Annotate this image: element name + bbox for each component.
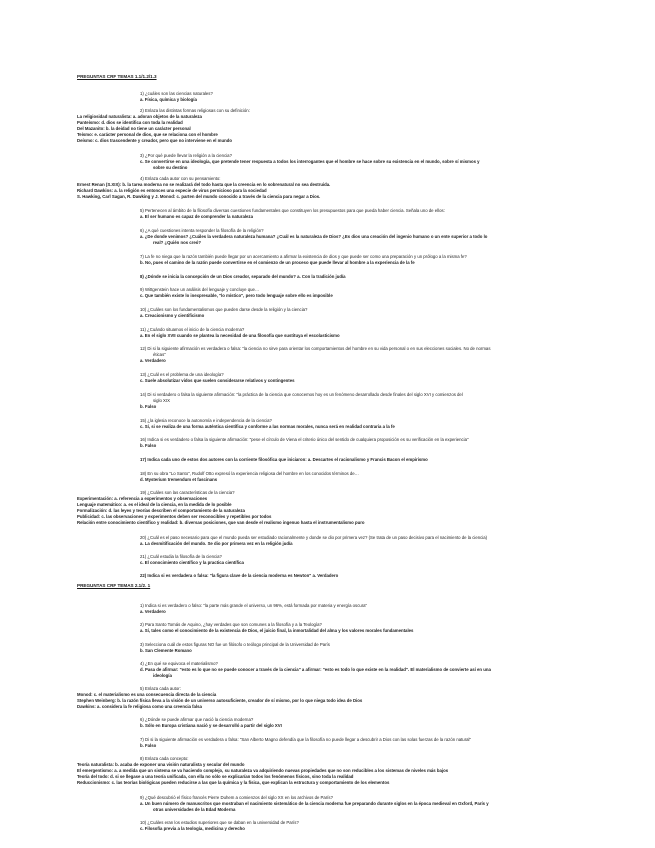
text-line: b. No, pues el camino de la razón puede convertirse en el comienzo de un proceso que puede llevar al hombre a la experiencia de la fe <box>140 260 415 265</box>
text-line: 13) ¿Cuál es el problema de una ideología? <box>140 372 224 377</box>
text-line: Richard Dawkins: a. la religión es entonces una especie de virus pernicioso para la sociedad <box>77 188 267 193</box>
text-line: Teoría naturalista: b. acaba de exponer una visión naturalista y secular del mundo <box>77 762 245 767</box>
text-line: a. Un buen número de manuscritos que mostraban el nacimiento sistemático de la ciencia moderna fue preparando durante siglos en la época medieval en Oxford, París y <box>140 801 489 806</box>
text-line: 2) Enlaza las distintas formas religiosas con su definición: <box>140 108 250 113</box>
text-line: c. Se convertirse en una ideología, que pretende tener respuesta a todos los interrogantes que el hombre se hace sobre su existencia en el mundo, sobre sí mismos y <box>140 159 480 164</box>
text-line: b. Falso <box>140 404 157 409</box>
text-line: Publicidad: c. las observaciones y experimentos deben ser reconocibles y repetibles por todos <box>77 514 272 519</box>
text-line: ideología <box>153 673 172 678</box>
text-line: 1) ¿cuáles son las ciencias naturales? <box>140 91 213 96</box>
text-line: c. Que también existe lo inexpresable, "lo místico", pero todo lenguaje sobre ello es imposible <box>140 293 333 298</box>
text-line: b. San Clemente Romano <box>140 648 192 653</box>
text-line: 8) Enlaza cada concepto: <box>140 756 189 761</box>
text-line: a. Verdadero <box>140 609 166 614</box>
text-line: Reduccionismo: c. las teorías biológicas pueden reducirse a las que la química y la física, que explican la estructura y comportamiento de los elementos <box>77 780 390 785</box>
text-line: 21) ¿Cuál estudia la filosofía de la ciencia? <box>140 554 222 559</box>
text-line: El emergentismo: a. a medida que un sistema se va haciendo complejo, su naturaleza va adquiriendo nuevas propiedades que no son reducibles a los sistemas de niveles más bajos <box>77 768 449 773</box>
text-line: Teísmo: e. carácter personal de dios, que se relaciona con el hombre <box>77 132 218 137</box>
text-line: Lenguaje matemático: a. es el ideal de la ciencia, en la medida de lo posible <box>77 502 232 507</box>
text-line: 7) Di si la siguiente afirmación es verdadera o falsa: "San Alberto Magno defendía que la filosofía no puede llegar a descubrir a Dios con las solas fuerzas de la razón natural" <box>140 737 471 742</box>
text-line: a. El ser humano es capaz de comprender la naturaleza <box>140 214 253 219</box>
text-line: Stephen Weinberg: b. la razón física lleva a la visión de un universo autosuficiente, creador de sí mismo, por lo que niega todo idea de Dios <box>77 698 363 703</box>
text-line: 17) Indica cada uno de estos dos autores con la corriente filosófica que iniciaron: a. Descartes el racionalismo y Francis Bacon el empirismo <box>140 457 428 462</box>
section-header-1: PREGUNTAS CRF TEMAS 1.1/1.2/1.3 <box>77 74 157 79</box>
text-line: éticas" <box>153 352 166 357</box>
text-line: a. ¿De donde venimos? ¿Cuáles la verdadera naturaleza humana? ¿Cuál es la naturaleza de Dios? ¿Es dios una creación del ingenio humano o un ente superior a todo lo <box>140 234 488 239</box>
text-line: Deísmo: c. dios trascendente y creador, pero que no interviene en el mundo <box>77 138 232 143</box>
text-line: 15) ¿la iglesia reconoce la autonomía e independencia de la ciencia? <box>140 418 272 423</box>
text-line: 10) ¿Cuáles eran los estudios superiores que se daban en la universidad de París? <box>140 820 299 825</box>
text-line: 20) ¿Cuál es el paso necesario para que el mundo pueda ser estudiado racionalmente y donde se dio por primera vez? (Se trata de un paso decisivo para el nacimiento de la ciencia) <box>140 535 488 540</box>
text-line: 16) Indica si es verdadero o falsa la siguiente afirmación: "pese el círculo de Viena el criterio único del sentido de cualquiera proposición es su verificación en la experiencia" <box>140 437 469 442</box>
text-line: 5) Enlaza cada autor: <box>140 686 181 691</box>
text-line: c. Sí, si se realiza de una forma auténtica científica y conforme a las normas morales, nunca será en realidad contraria a la fe <box>140 424 395 429</box>
text-line: a. En el siglo XVII cuando se plantea la necesidad de una filosofía que sustituya el escolasticismo <box>140 333 340 338</box>
text-line: d. Mysterium tremendum et fascinans <box>140 477 218 482</box>
text-line: a. Sí, tales como el conocimiento de la existencia de Dios, el juicio final, la inmortalidad del alma y los valores morales fundamentales <box>140 628 414 633</box>
text-line: a. La desmitificación del mundo. Se dio por primera vez en la religión judía <box>140 541 293 546</box>
text-line: Relación entre conocimiento científico y realidad: b. diversas posiciones, que van desde el realismo ingenuo hasta el instrumentalismo puro <box>77 520 365 525</box>
text-line: S. Hawking, Carl Sagan, R. Dawking y J. Monod: c. parten del mundo conocido a través de la ciencia para negar a Dios. <box>77 194 321 199</box>
text-line: 8) ¿Dónde se inicia la concepción de un Dios creador, separado del mundo? a. Con la tradición judía <box>140 274 346 279</box>
text-line: Ernest Renan (S.XIX): b. la tarea moderna no se realizará del todo hasta que la creencia en lo sobrenatural no sea destruida. <box>77 182 331 187</box>
text-line: c. El conocimiento científico y la practica científica <box>140 560 244 565</box>
text-line: c. Filosofía previa a la teología, medicina y derecho <box>140 826 245 831</box>
text-line: 1) Indica si es verdadero o falso: "la parte más grande el universo, un 96%, está formada por materia y energía oscura" <box>140 603 368 608</box>
text-line: 9) ¿Qué descubrió el físico francés Pierre Duhem a comienzos del siglo XX en los archivos de París? <box>140 795 333 800</box>
text-line: 19) ¿Cuáles son las características de la ciencia? <box>140 490 235 495</box>
text-line: b. Falso <box>140 443 157 448</box>
text-line: siglo XIX <box>153 398 170 403</box>
text-line: Monod: c. el materialismo es una consecuencia directa de la ciencia <box>77 692 217 697</box>
text-line: 11) ¿Cuándo situamos el inicio de la ciencia moderna? <box>140 327 245 332</box>
text-line: sobre su destino <box>153 165 188 170</box>
text-line: 6) ¿Dónde se puede afirmar que nació la ciencia moderna? <box>140 717 254 722</box>
text-line: 12) Di si la siguiente afirmación es verdadera o falsa: "la ciencia no sirve para orientar los comportamientos del hombre en su vida personal o en sus elecciones sociales. No de normas <box>140 346 491 351</box>
text-line: La religiosidad naturalista: a. adoran objetos de la naturaleza <box>77 114 202 119</box>
text-line: 7) La fe no niega que la razón también puede llegar por un acercamiento a afirmar la existencia de dios y que puede ser como una preparación y un prólogo a la misma fe? <box>140 254 467 259</box>
text-line: 5) Pertenecen al ámbito de la filosofía diversas cuestiones fundamentales que constituyen los presupuestos para que pueda haber ciencia. Señala uno de ellos: <box>140 208 445 213</box>
text-line: Panteísmo: d. dios se identifica con toda la realidad <box>77 120 183 125</box>
text-line: otras universidades de la Edad Moderna <box>153 807 236 812</box>
text-line: 9) Wittgenstein hace un análisis del lenguaje y concluye que… <box>140 287 260 292</box>
text-line: 4) Enlaza cada autor con su pensamiento: <box>140 176 221 181</box>
text-line: 3) ¿Por qué puede llevar la religión a la ciencia? <box>140 153 232 158</box>
text-line: Formalización: d. las leyes y teorías describen el comportamiento de la naturaleza <box>77 508 245 513</box>
text-line: 22) Indica si es verdadera o falsa: "la figura clave de la ciencia moderna es Newton" a. Verdadero <box>140 573 339 578</box>
text-line: d. Pasa de afirmar: "esto es lo que no se puede conocer a través de la ciencia" a afirmar: "esto es todo lo que existe en la realidad". El materialismo de convierte así en una <box>140 667 491 672</box>
text-line: 10) ¿Cuáles son los fundamentalismos que pueden darse desde la religión y la ciencia? <box>140 307 308 312</box>
text-line: 18) En su obra "Lo Santo", Rudolf Otto expresó la experiencia religiosa del hombre en los conocidos términos de… <box>140 471 359 476</box>
text-line: 3) Selecciona cuál de estos figuras NO fue un filósofo o teólogo principal de la Universidad de París <box>140 642 330 647</box>
text-line: 14) Di si verdadero o falsa la siguiente afirmación: "la práctica de la ciencia que conocemos hoy es un fenómeno desarrollado desde finales del siglo XVI y comienzos del <box>140 392 463 397</box>
text-line: Del Mazanito: b. la deidad no tiene un carácter personal <box>77 126 191 131</box>
text-line: a. Física, química y biología <box>140 97 197 102</box>
text-line: Experimentación: a. referencia a experimentos y observaciones <box>77 496 208 501</box>
section-header-2: PREGUNTAS CRF TEMAS 2.1/2. 1 <box>77 583 151 588</box>
text-line: c. Suele absolutizar vidos que suelen considerarse relativos y contingentes <box>140 378 295 383</box>
text-line: real? ¿Quién nos creó? <box>153 240 201 245</box>
text-line: 6) ¿A qué cuestiones intenta responder la filosofía de la religión? <box>140 228 264 233</box>
text-line: b. Sólo en Europa cristiana nació y se desarrolló a partir del siglo XVI <box>140 723 282 728</box>
text-line: Dawkins: a. considera la fe religiosa como una creencia falsa <box>77 704 202 709</box>
text-line: Teoría del todo: d. si se llegase a una teoría unificada, con ella no sólo se explicarían todos los fenómenos físicos, sino toda la realidad <box>77 774 354 779</box>
text-line: 4) ¿En qué se equivoca el materialismo? <box>140 661 218 666</box>
text-line: 2) Para Santo Tomás de Aquino, ¿hay verdades que son comunes a la filosofía y a la Teología? <box>140 622 322 627</box>
text-line: a. Verdadero <box>140 358 166 363</box>
text-line: a. Creacionismo y cientificismo <box>140 313 205 318</box>
text-line: b. Falso <box>140 743 157 748</box>
